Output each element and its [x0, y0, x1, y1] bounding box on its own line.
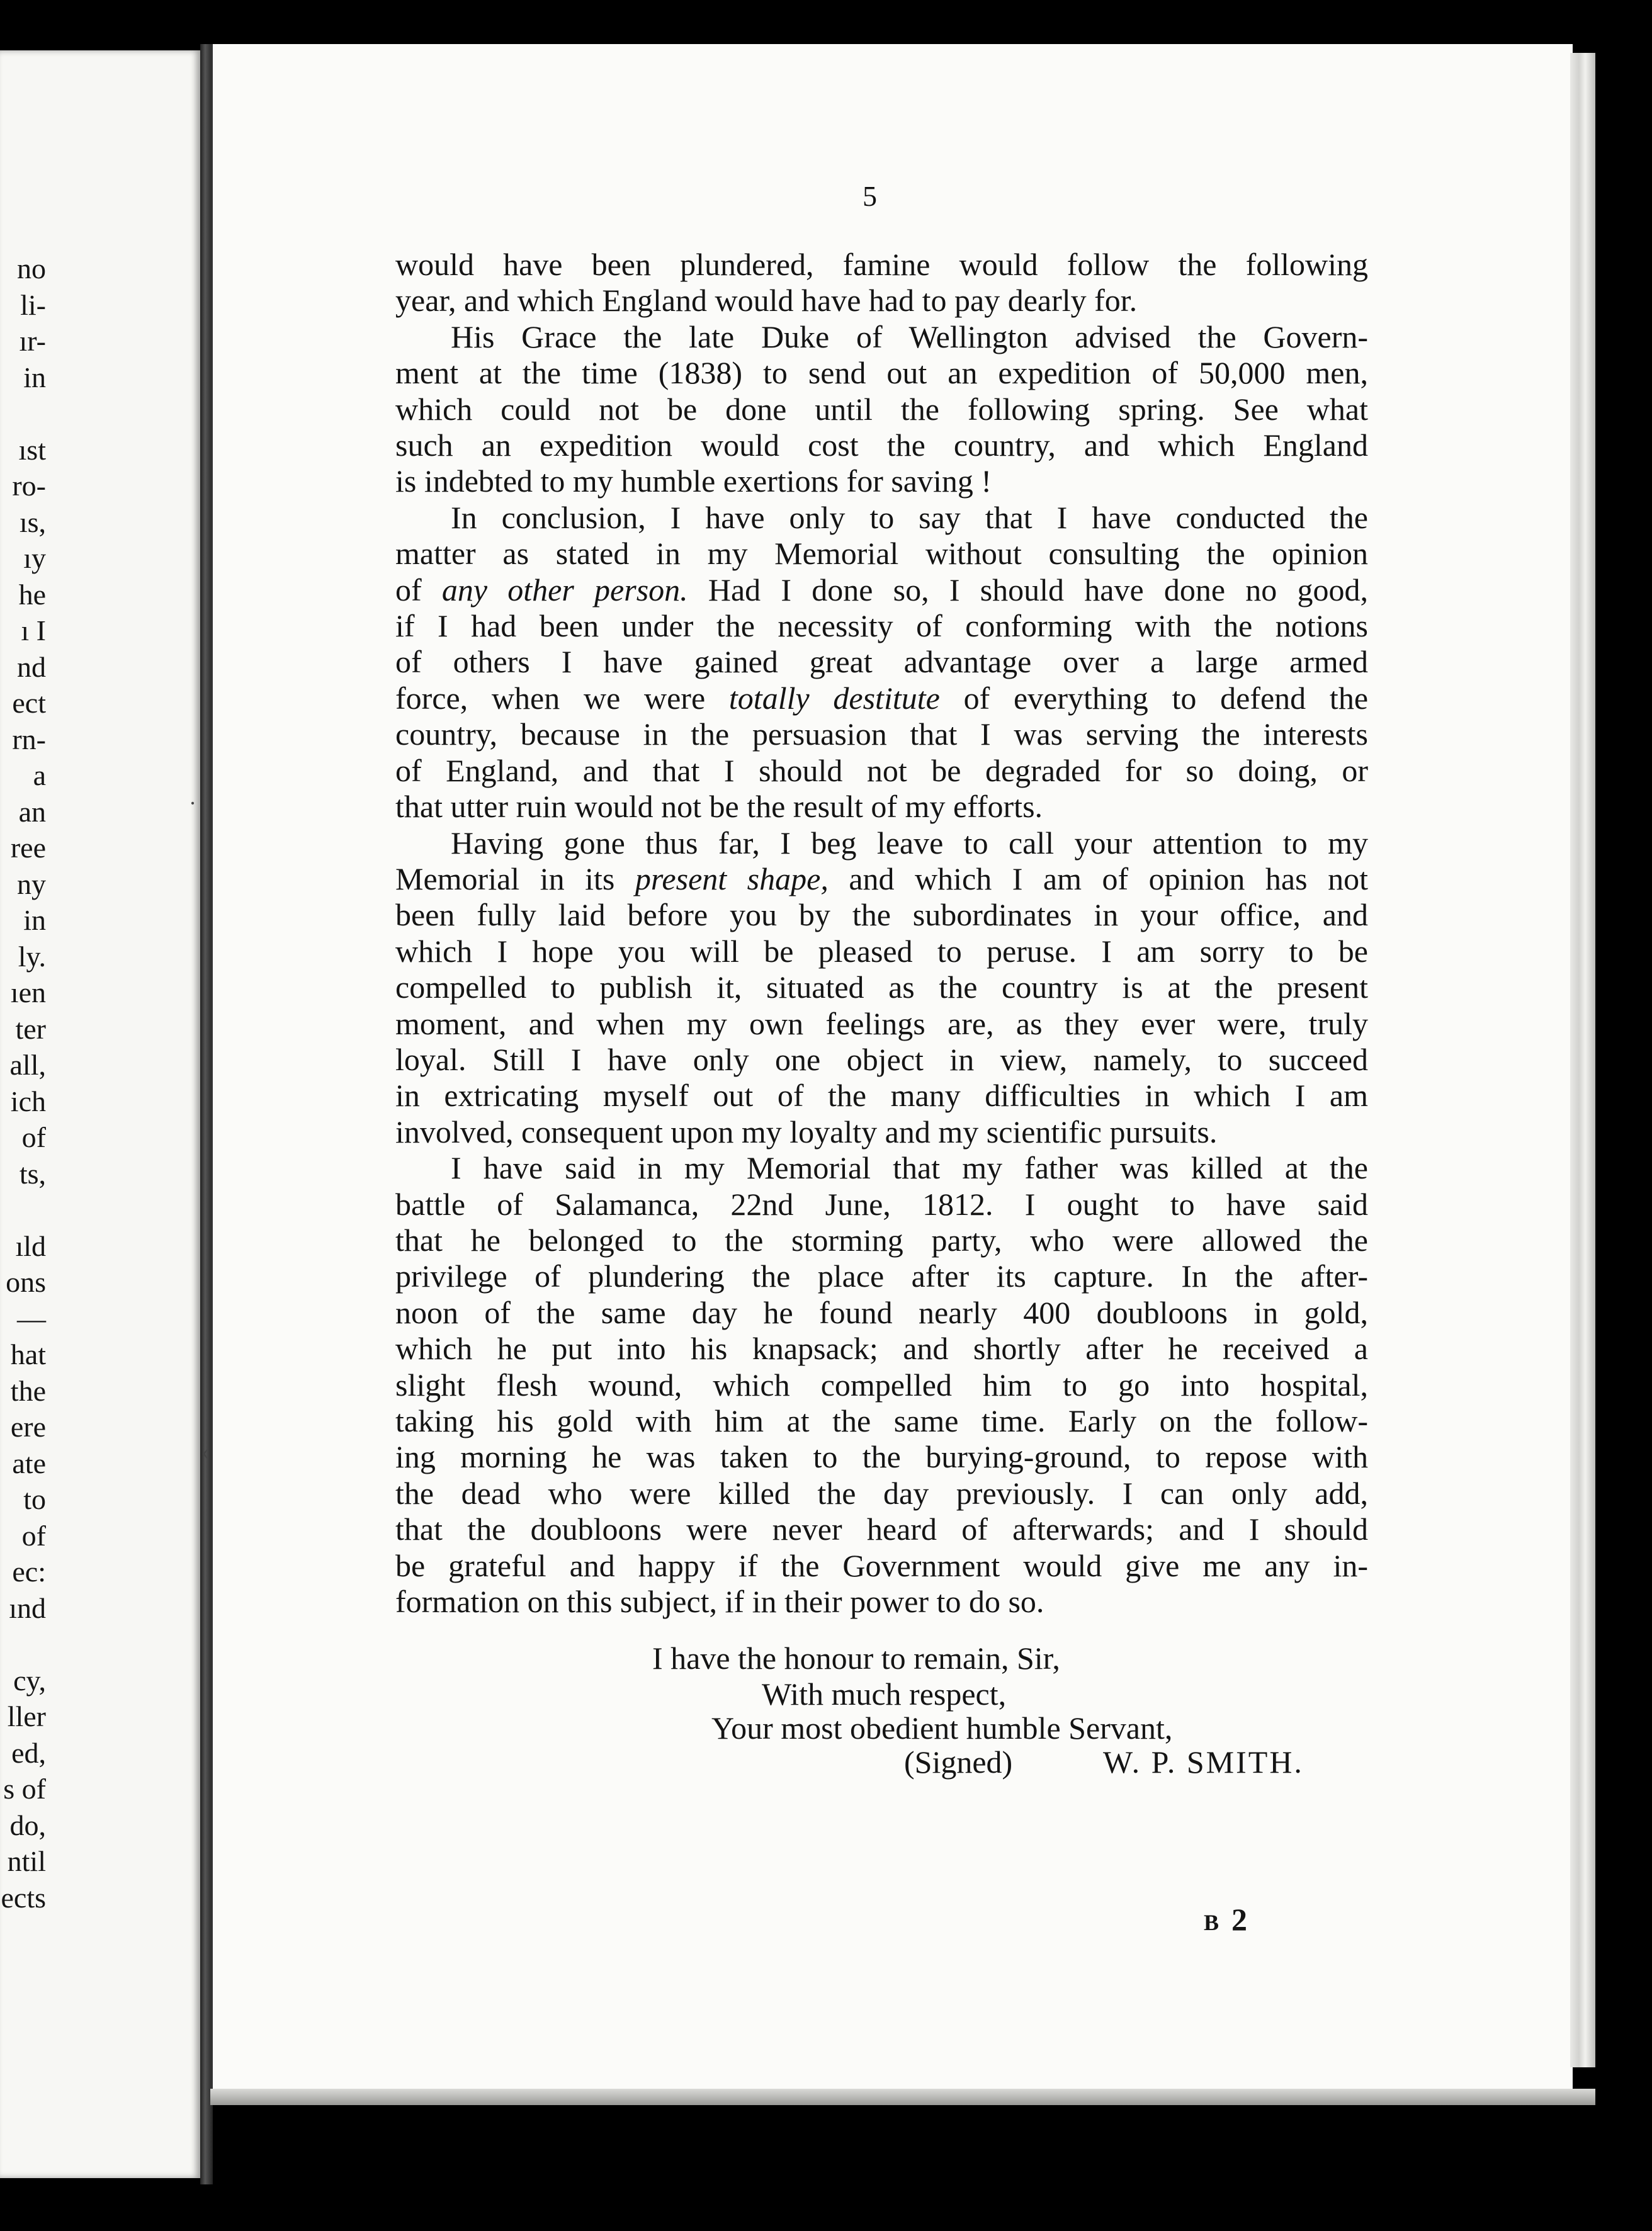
text-line: compelled to publish it, situated as the country is at the present [395, 969, 1368, 1005]
text-segment: of everything to defend the [939, 680, 1369, 716]
text-line [395, 681, 1368, 716]
facing-page-fragment: ly. [18, 940, 46, 973]
text-line: be grateful and happy if the Government would give me any in- [395, 1547, 1368, 1583]
text-line: if I had been under the necessity of conforming with the notions [395, 608, 1368, 644]
text-line: the dead who were killed the day previously. I can only add, [395, 1475, 1368, 1511]
text-line [395, 861, 1368, 897]
text-line: privilege of plundering the place after its capture. In the after- [395, 1258, 1368, 1294]
facing-page-fragment [0, 1192, 46, 1228]
text-line: loyal. Still I have only one object in view, namely, to succeed [395, 1041, 1368, 1077]
facing-page-fragment: the [10, 1374, 46, 1407]
text-line: of England, and that I should not be degraded for so doing, or [395, 752, 1368, 788]
text-line: such an expedition would cost the country, and which England [395, 427, 1368, 463]
facing-page-fragment: ıen [10, 976, 46, 1008]
facing-page-fragment: an [18, 795, 46, 828]
emphasis: any other person. [441, 572, 688, 607]
facing-page-fragment: of [21, 1519, 46, 1552]
facing-page-fragment: ect [12, 687, 46, 719]
text-line: involved, consequent upon my loyalty and my scientific pursuits. [395, 1114, 1218, 1149]
facing-page-fragment: ller [7, 1700, 46, 1732]
facing-page-fragment: ınd [9, 1591, 46, 1624]
facing-page-fragment: cy, [13, 1664, 46, 1697]
facing-page-fragment: ate [12, 1447, 46, 1479]
signed-label: (Signed) [904, 1744, 1013, 1780]
text-line: slight flesh wound, which compelled him to go into hospital, [395, 1367, 1368, 1403]
signature: W. P. SMITH. [1103, 1744, 1304, 1780]
text-line: noon of the same day he found nearly 400 doubloons in gold, [395, 1294, 1368, 1330]
text-line: moment, and when my own feelings are, as they ever were, truly [395, 1005, 1368, 1041]
facing-page-fragment: ıst [18, 433, 46, 466]
text-line [395, 572, 1368, 608]
text-line: matter as stated in my Memorial without consulting the opinion [395, 536, 1368, 572]
facing-page-fragment: in [23, 904, 46, 936]
facing-page-text-fragments [0, 251, 46, 1916]
text-line: I have said in my Memorial that my father was killed at the [451, 1150, 1368, 1186]
facing-page-fragment: ed, [11, 1736, 46, 1769]
facing-page-fragment: ı I [21, 614, 46, 647]
text-line: that utter ruin would not be the result of my efforts. [395, 789, 1043, 825]
signature-mark-letter: B [1204, 1910, 1219, 1935]
text-segment: of [395, 572, 442, 607]
text-line: been fully laid before you by the subordinates in your office, and [395, 897, 1368, 933]
text-line: that the doubloons were never heard of afterwards; and I should [395, 1511, 1368, 1547]
closing-line-2: With much respect, [762, 1676, 1007, 1712]
facing-page-fragment: ons [6, 1266, 46, 1298]
facing-page-fragment [0, 395, 46, 432]
text-segment: force, when we were [395, 680, 729, 716]
text-line: formation on this subject, if in their power to do so. [395, 1584, 1044, 1620]
text-line: which he put into his knapsack; and shortly after he received a [395, 1331, 1368, 1367]
facing-page-fragment: li- [20, 288, 46, 321]
text-line: which could not be done until the following spring. See what [395, 391, 1368, 427]
facing-page-fragment: ter [15, 1012, 46, 1045]
text-line: of others I have gained great advantage over a large armed [395, 644, 1368, 680]
facing-page-fragment: ro- [12, 470, 46, 502]
facing-page-fragment: ny [17, 867, 46, 900]
facing-page-fragment: ects [1, 1881, 46, 1914]
text-line: that he belonged to the storming party, who were allowed the [395, 1222, 1368, 1258]
facing-page-fragment: hat [10, 1338, 46, 1370]
facing-page-fragment: ır- [19, 325, 46, 357]
letter-body [395, 247, 1368, 1620]
facing-page-fragment: a [33, 759, 46, 791]
margin-tick: ‹ [201, 1439, 209, 1464]
closing-line-1: I have the honour to remain, Sir, [652, 1641, 1060, 1676]
page-number: 5 [863, 180, 877, 212]
text-segment: and which I am of opinion has not [828, 861, 1368, 896]
text-line: would have been plundered, famine would follow the following [395, 247, 1368, 282]
text-line: Having gone thus far, I beg leave to call your attention to my [451, 825, 1368, 861]
text-line: in extricating myself out of the many difficulties in which I am [395, 1078, 1368, 1114]
facing-page-fragment: in [23, 361, 46, 393]
facing-page-fragment: ree [10, 832, 46, 864]
facing-page-fragment: nd [17, 650, 46, 683]
text-line: His Grace the late Duke of Wellington advised the Govern- [451, 319, 1368, 354]
text-line: country, because in the persuasion that I was serving the interests [395, 716, 1368, 752]
text-line: In conclusion, I have only to say that I have conducted the [451, 499, 1368, 535]
facing-page-fragment: no [17, 252, 46, 285]
text-segment: Memorial in its [395, 861, 635, 896]
facing-page-fragment: he [18, 578, 46, 611]
facing-page-fragment [0, 1626, 46, 1663]
facing-page-fragment: do, [9, 1809, 46, 1841]
facing-page-fragment: ntil [7, 1845, 46, 1877]
text-segment: Had I done so, I should have done no good, [687, 572, 1368, 607]
facing-page-fragment: of [21, 1121, 46, 1153]
facing-page-fragment: ıs, [19, 506, 46, 538]
text-line: year, and which England would have had to pay dearly for. [395, 283, 1138, 319]
text-line: ing morning he was taken to the burying-ground, to repose with [395, 1439, 1368, 1475]
facing-page-fragment: s of [3, 1773, 46, 1805]
facing-page-fragment: — [17, 1302, 46, 1335]
facing-page [0, 50, 200, 2178]
facing-page-fragment: all, [9, 1049, 46, 1081]
facing-page-fragment: ich [10, 1085, 46, 1117]
text-line: ment at the time (1838) to send out an expedition of 50,000 men, [395, 355, 1368, 391]
facing-page-fragment: rn- [12, 723, 46, 755]
margin-tick: · [189, 791, 196, 816]
page-edge [1570, 53, 1595, 2067]
facing-page-fragment: ts, [19, 1157, 46, 1190]
text-line: battle of Salamanca, 22nd June, 1812. I ought to have said [395, 1186, 1368, 1222]
text-line: is indebted to my humble exertions for saving ! [395, 463, 992, 499]
emphasis: present shape, [635, 861, 829, 896]
text-line: taking his gold with him at the same time. Early on the follow- [395, 1403, 1368, 1438]
closing-line-3: Your most obedient humble Servant, [711, 1710, 1173, 1746]
facing-page-fragment: ıld [15, 1229, 46, 1262]
facing-page-fragment: ec: [12, 1556, 46, 1588]
facing-page-fragment: ıy [23, 542, 46, 574]
facing-page-fragment: to [23, 1483, 46, 1515]
emphasis: totally destitute [728, 680, 940, 716]
signature-mark [1204, 1901, 1247, 1938]
signature-mark-number: 2 [1231, 1902, 1248, 1937]
facing-page-fragment: ere [10, 1411, 46, 1443]
page-bottom-edge [210, 2089, 1595, 2105]
text-line: which I hope you will be pleased to peruse. I am sorry to be [395, 933, 1368, 969]
